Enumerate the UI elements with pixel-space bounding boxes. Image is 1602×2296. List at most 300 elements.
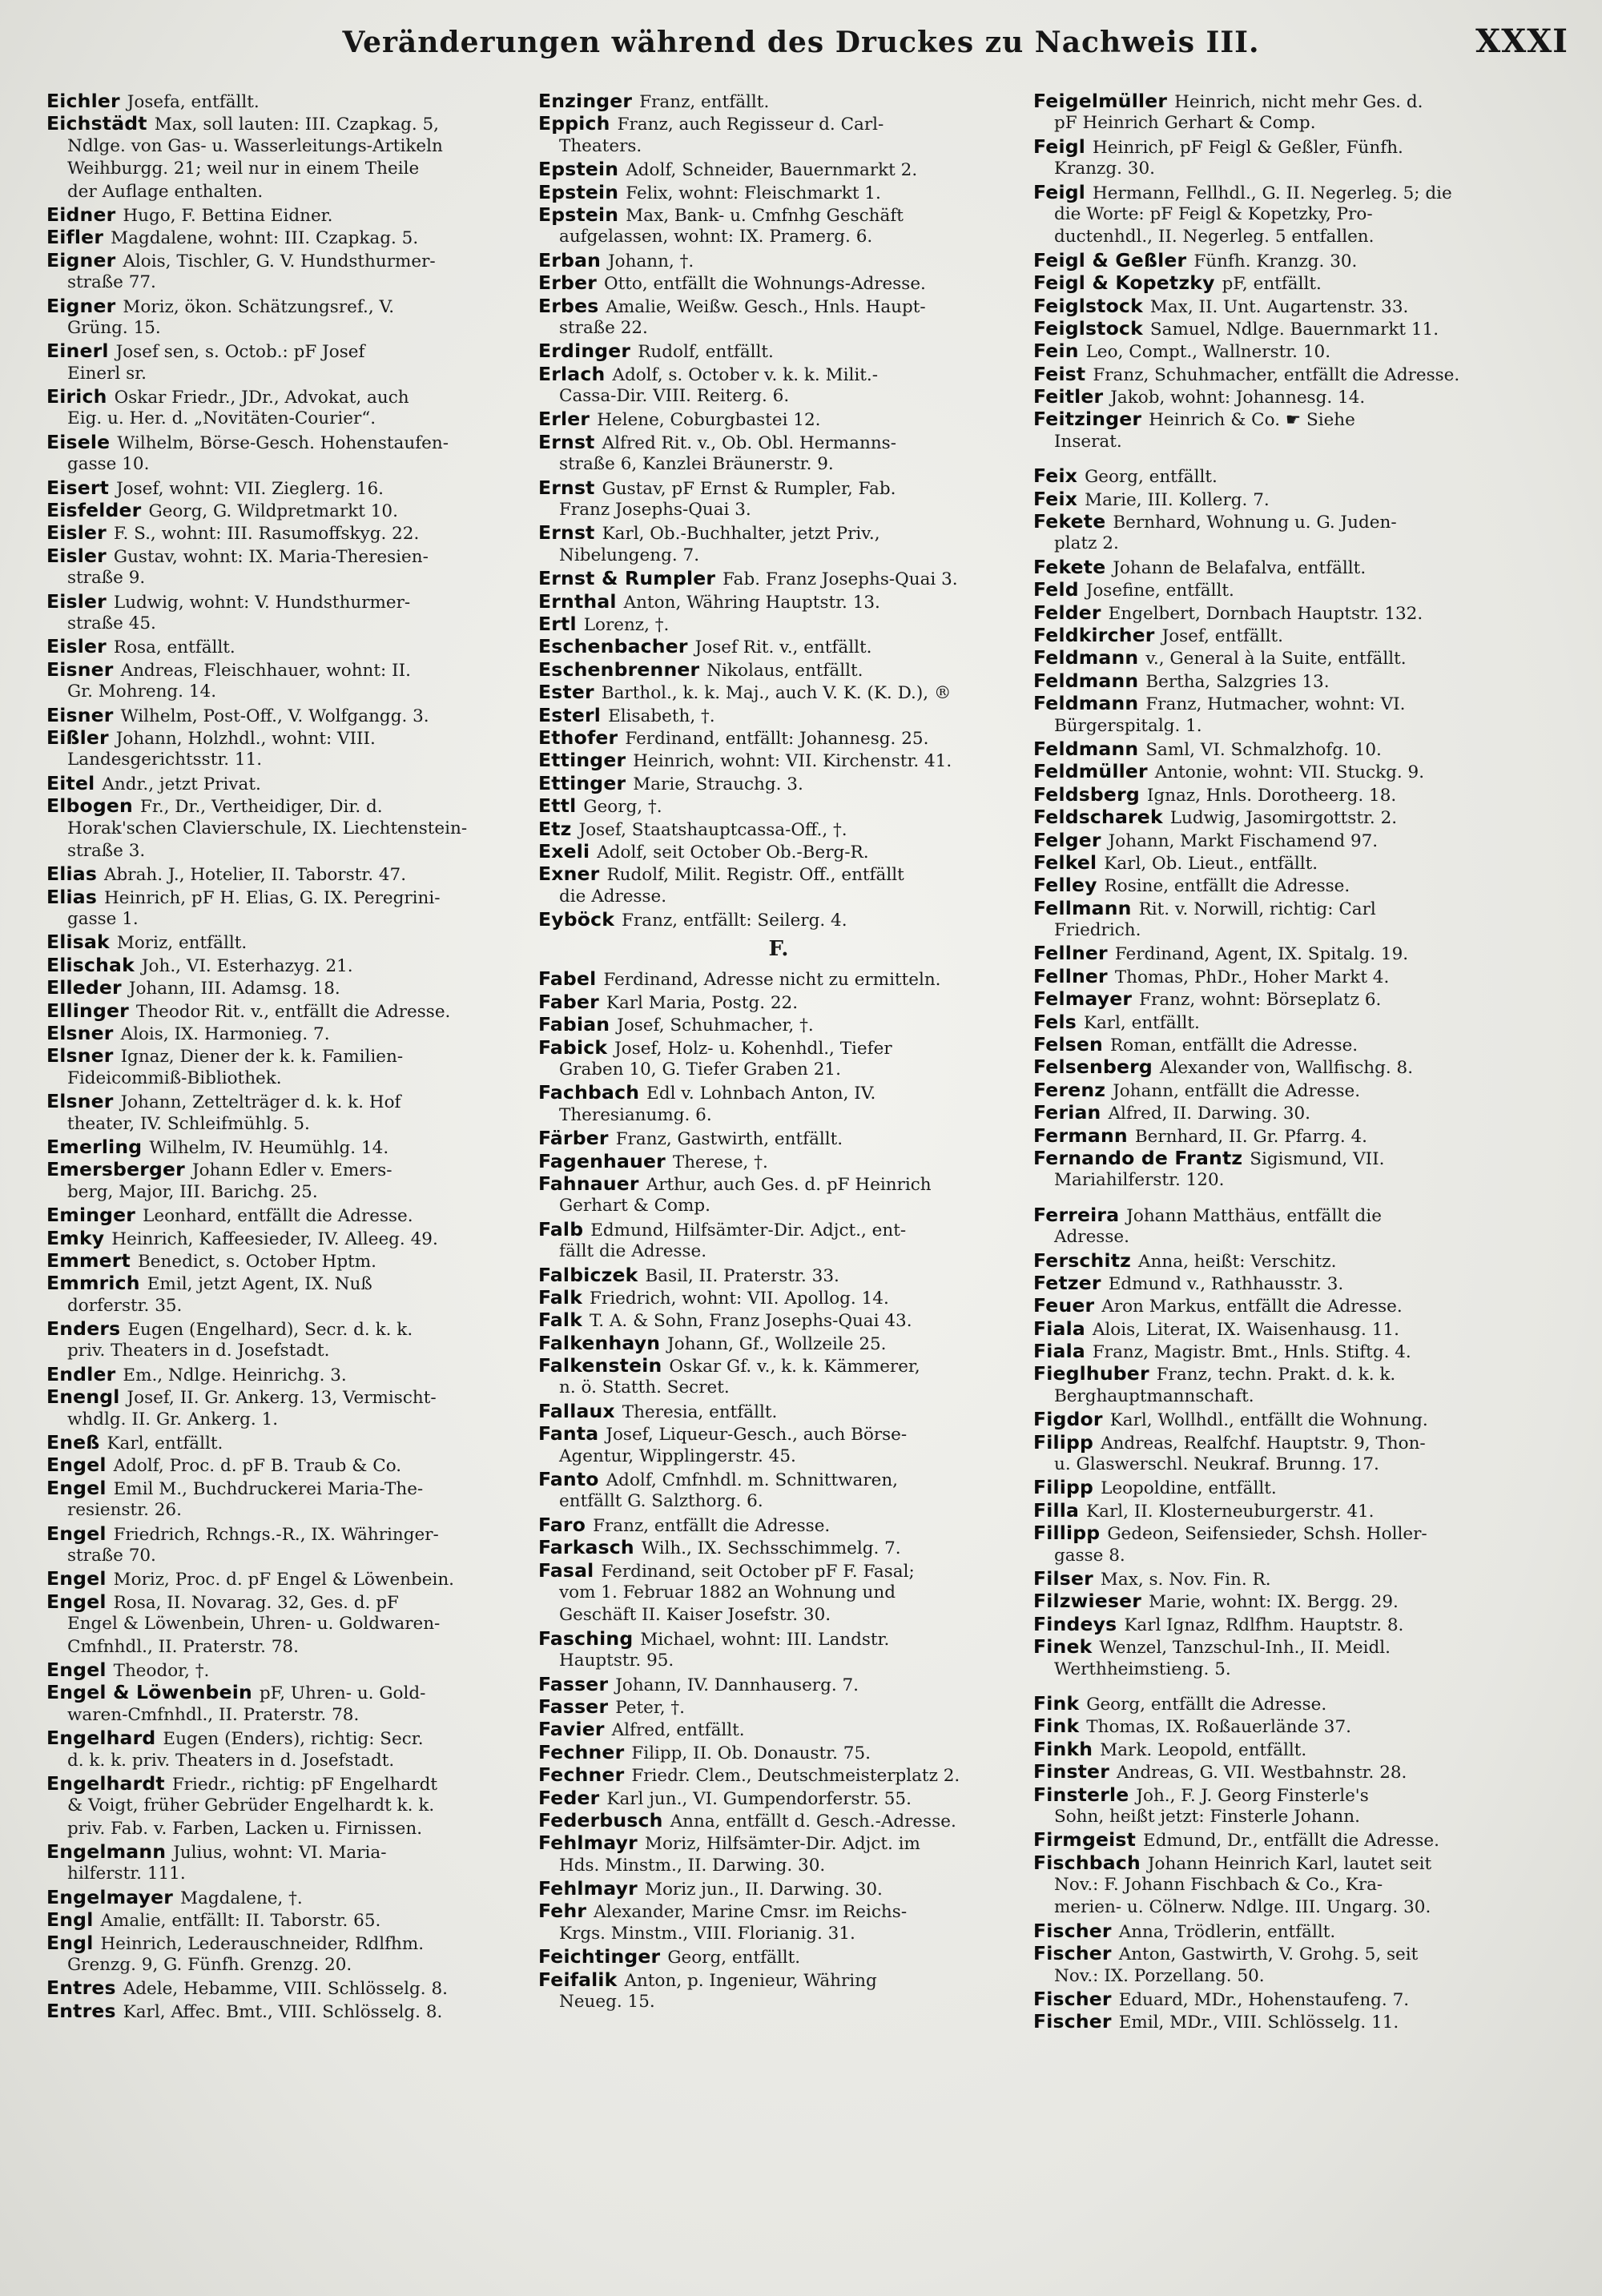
entry-surname: Enengl: [46, 1385, 120, 1409]
entry-continuation: [538, 317, 1019, 340]
entry-surname: Endler: [46, 1362, 116, 1385]
entry-surname: Feiglstock: [1033, 316, 1143, 340]
entry-text: Bernhard, Wohnung u. G. Juden-: [1113, 513, 1397, 533]
directory-entry: [46, 1454, 521, 1476]
directory-entry: [1033, 1408, 1568, 1430]
entry-surname: Eisele: [46, 430, 111, 453]
entry-text: Georg, †.: [583, 797, 662, 818]
entry-surname: Ernst & Rumpler: [538, 567, 716, 590]
entry-text: Theaters.: [559, 135, 642, 156]
entry-continuation: [538, 499, 1019, 521]
entry-surname: Fasser: [538, 1695, 609, 1718]
directory-entry: [1033, 1147, 1568, 1169]
directory-entry: [538, 203, 1019, 226]
entry-surname: Eisner: [46, 703, 114, 726]
directory-entry: [538, 794, 1019, 817]
entry-surname: Feigl: [1033, 135, 1085, 158]
directory-entry: [1033, 1692, 1568, 1715]
directory-entry: [46, 295, 521, 317]
entry-text: Rosa, entfällt.: [113, 637, 235, 658]
entry-text: Engelbert, Dornbach Hauptstr. 132.: [1108, 603, 1423, 624]
entry-text: Heinrich & Co. ☛ Siehe: [1149, 410, 1355, 431]
directory-entry: [538, 840, 1019, 863]
entry-text: Franz, Magistr. Bmt., Hnls. Stiftg. 4.: [1092, 1342, 1411, 1363]
entry-surname: Fellner: [1033, 964, 1108, 987]
directory-entry: [538, 1787, 1019, 1809]
directory-entry: [538, 1718, 1019, 1740]
directory-entry: [1033, 1340, 1568, 1362]
directory-entry: [1033, 851, 1568, 874]
entry-surname: Fink: [1033, 1691, 1080, 1715]
entry-text: Werthheimstieng. 5.: [1054, 1659, 1231, 1679]
entry-surname: Falk: [538, 1285, 583, 1309]
directory-entry: [1033, 135, 1568, 158]
entry-surname: Engel: [46, 1476, 107, 1499]
entry-surname: Eigner: [46, 294, 116, 317]
entry-continuation: [538, 1582, 1019, 1604]
entry-text: Franz, auch Regisseur d. Carl-: [617, 115, 884, 135]
entry-surname: Filla: [1033, 1498, 1080, 1522]
entry-text: Magdalene, wohnt: III. Czapkag. 5.: [111, 228, 419, 249]
directory-entry: [538, 1150, 1019, 1172]
entry-continuation: [1033, 1806, 1568, 1828]
directory-entry: [46, 726, 521, 749]
directory-entry: [46, 635, 521, 657]
entry-surname: Felsen: [1033, 1033, 1103, 1056]
directory-entry: [538, 681, 1019, 703]
directory-entry: [538, 749, 1019, 771]
entry-surname: Ettinger: [538, 771, 626, 794]
entry-surname: Ettinger: [538, 749, 626, 772]
entry-surname: Fanta: [538, 1422, 599, 1446]
entry-surname: Feldscharek: [1033, 806, 1163, 829]
entry-surname: Feldmann: [1033, 737, 1139, 760]
directory-entry: [538, 1877, 1019, 1900]
directory-entry: [1033, 783, 1568, 806]
entry-surname: Engel & Löwenbein: [46, 1681, 252, 1704]
entry-surname: Felder: [1033, 601, 1101, 624]
entry-text: Horak'schen Clavierschule, IX. Liechtenstein-: [67, 818, 468, 838]
entry-surname: Fabel: [538, 967, 597, 991]
entry-surname: Felsenberg: [1033, 1056, 1153, 1079]
entry-surname: Feigl: [1033, 180, 1085, 203]
entry-text: Roman, entfällt die Adresse.: [1109, 1035, 1358, 1056]
directory-entry: [46, 1567, 521, 1590]
entry-surname: Eminger: [46, 1204, 136, 1227]
entry-text: platz 2.: [1054, 533, 1119, 554]
directory-entry: [1033, 1476, 1568, 1498]
directory-entry: [1033, 1760, 1568, 1783]
entry-text: Felix, wohnt: Fleischmarkt 1.: [626, 183, 881, 203]
entry-surname: Fiala: [1033, 1317, 1085, 1340]
entry-text: Edmund, Dr., entfällt die Adresse.: [1143, 1831, 1439, 1852]
directory-entry: [46, 954, 521, 976]
entry-text: Sigismund, VII.: [1250, 1148, 1385, 1169]
entry-text: Julius, wohnt: VI. Maria-: [173, 1843, 387, 1864]
entry-continuation: [1033, 919, 1568, 942]
entry-text: straße 45.: [67, 613, 156, 633]
entry-continuation: [46, 1499, 521, 1522]
directory-entry: [1033, 90, 1568, 112]
directory-entry: [1033, 1522, 1568, 1544]
entry-text: Marie, III. Kollerg. 7.: [1085, 489, 1270, 510]
entry-surname: Fischer: [1033, 1942, 1112, 1965]
directory-entry: [1033, 874, 1568, 896]
entry-text: Hugo, F. Bettina Eidner.: [123, 205, 333, 226]
entry-surname: Elias: [46, 885, 98, 908]
entry-surname: Ferreira: [1033, 1203, 1120, 1226]
entry-text: dorferstr. 35.: [67, 1295, 183, 1316]
directory-entry: [1033, 1920, 1568, 1942]
entry-continuation: [46, 1613, 521, 1635]
entry-text: Karl, entfällt.: [1083, 1012, 1200, 1033]
directory-entry: [1033, 510, 1568, 533]
entry-surname: Esterl: [538, 703, 602, 726]
directory-entry: [46, 1431, 521, 1454]
entry-text: Johann de Belafalva, entfällt.: [1113, 557, 1367, 578]
entry-surname: Feuer: [1033, 1294, 1095, 1317]
entry-text: Gerhart & Comp.: [559, 1196, 710, 1216]
entry-continuation: [538, 135, 1019, 158]
directory-entry: [538, 1763, 1019, 1786]
entry-text: Thomas, IX. Roßauerlände 37.: [1086, 1717, 1352, 1738]
entry-text: pF Heinrich Gerhart & Comp.: [1054, 113, 1316, 134]
directory-entry: [538, 476, 1019, 499]
entry-text: n. ö. Statth. Secret.: [559, 1377, 730, 1398]
entry-text: Ndlge. von Gas- u. Wasserleitungs-Artikeln: [67, 135, 443, 156]
entry-surname: Feldkircher: [1033, 623, 1155, 646]
directory-entry: [46, 226, 521, 248]
entry-text: Ferdinand, seit October pF F. Fasal;: [601, 1561, 915, 1582]
entry-continuation: [46, 818, 521, 840]
entry-text: Gustav, pF Ernst & Rumpler, Fab.: [602, 478, 896, 499]
entry-continuation: [46, 1545, 521, 1567]
directory-entry: [46, 1090, 521, 1112]
entry-text: Fr., Dr., Vertheidiger, Dir. d.: [139, 797, 383, 818]
entry-surname: Falkenstein: [538, 1354, 662, 1377]
entry-continuation: [538, 1604, 1019, 1627]
directory-entry: [46, 1385, 521, 1408]
entry-continuation: [538, 1650, 1019, 1672]
directory-entry: [46, 521, 521, 544]
entry-surname: Eisler: [46, 521, 107, 545]
entry-surname: Feichtinger: [538, 1945, 661, 1968]
entry-text: Adresse.: [1054, 1227, 1129, 1248]
entry-surname: Engel: [46, 1454, 107, 1477]
entry-surname: Engelhard: [46, 1727, 156, 1750]
entry-text: Sohn, heißt jetzt: Finsterle Johann.: [1054, 1806, 1360, 1827]
entry-text: Johann Edler v. Emers-: [191, 1160, 392, 1181]
directory-entry: [538, 408, 1019, 430]
entry-text: Josef, II. Gr. Ankerg. 13, Vermischt-: [127, 1388, 437, 1409]
entry-text: Josef sen, s. Octob.: pF Josef: [115, 342, 365, 363]
entry-surname: Elsner: [46, 1022, 114, 1045]
entry-surname: Fechner: [538, 1740, 625, 1763]
entry-surname: Feigl & Kopetzky: [1033, 271, 1215, 295]
entry-text: Friedrich, Rchngs.-R., IX. Währinger-: [113, 1524, 439, 1545]
entry-continuation: [1033, 1659, 1568, 1681]
directory-entry: [46, 90, 521, 112]
entry-text: Antonie, wohnt: VII. Stuckg. 9.: [1154, 762, 1425, 783]
entry-surname: Feitzinger: [1033, 408, 1142, 431]
entry-surname: Fein: [1033, 340, 1079, 363]
entry-text: Mariahilferstr. 120.: [1054, 1170, 1225, 1191]
entry-text: Ferdinand, Adresse nicht zu ermitteln.: [603, 970, 941, 991]
entry-text: Hds. Minstm., II. Darwing. 30.: [559, 1855, 826, 1876]
entry-surname: Feiglstock: [1033, 294, 1143, 317]
directory-entry: [1033, 897, 1568, 919]
entry-continuation: [1033, 715, 1568, 738]
entry-surname: Engel: [46, 1567, 107, 1590]
entry-text: pF, entfällt.: [1222, 274, 1322, 295]
entry-text: Fünfh. Kranzg. 30.: [1193, 251, 1358, 271]
entry-text: Otto, entfällt die Wohnungs-Adresse.: [604, 274, 926, 295]
section-letter-text: F.: [768, 937, 789, 962]
directory-entry: [46, 931, 521, 953]
entry-continuation: [46, 1795, 521, 1817]
entry-text: Bürgerspitalg. 1.: [1054, 715, 1202, 736]
entry-text: Edl v. Lohnbach Anton, IV.: [646, 1084, 876, 1104]
entry-surname: Eichler: [46, 90, 120, 112]
entry-text: Abrah. J., Hotelier, II. Taborstr. 47.: [104, 865, 407, 886]
entry-text: Joh., VI. Esterhazyg. 21.: [141, 955, 353, 976]
entry-text: Moriz, Proc. d. pF Engel & Löwenbein.: [113, 1570, 455, 1590]
entry-text: Karl, entfällt.: [107, 1433, 223, 1454]
entry-surname: Ernst: [538, 476, 595, 499]
directory-entry: [1033, 363, 1568, 385]
directory-entry: [1033, 1431, 1568, 1454]
entry-text: Moriz, ökon. Schätzungsref., V.: [123, 296, 395, 317]
entry-surname: Feifalik: [538, 1968, 618, 1991]
entry-continuation: [46, 181, 521, 203]
entry-continuation: [538, 1446, 1019, 1468]
entry-text: Adolf, s. October v. k. k. Milit.-: [612, 364, 878, 385]
entry-text: Cmfnhdl., II. Praterstr. 78.: [67, 1636, 299, 1657]
directory-entry: [46, 1840, 521, 1863]
entry-text: Grüng. 15.: [67, 317, 161, 338]
entry-surname: Fischer: [1033, 2010, 1112, 2033]
directory-entry: [538, 271, 1019, 294]
entry-text: Alois, IX. Harmonieg. 7.: [120, 1024, 330, 1045]
directory-entry: [1033, 488, 1568, 510]
entry-text: Karl Ignaz, Rdlfhm. Hauptstr. 8.: [1124, 1614, 1404, 1635]
entry-text: Franz, Schuhmacher, entfällt die Adresse.: [1093, 364, 1460, 385]
entry-surname: Exner: [538, 863, 600, 886]
entry-continuation: [538, 226, 1019, 248]
entry-surname: Epstein: [538, 203, 619, 226]
entry-continuation: [538, 1923, 1019, 1945]
entry-text: Jakob, wohnt: Johannesg. 14.: [1110, 388, 1366, 408]
entry-text: Edmund, Hilfsämter-Dir. Adjct., ent-: [590, 1220, 907, 1240]
entry-text: Ludwig, wohnt: V. Hundsthurmer-: [113, 592, 411, 613]
entry-text: Barthol., k. k. Maj., auch V. K. (K. D.), ®: [601, 683, 952, 704]
entry-surname: Faro: [538, 1513, 586, 1536]
directory-entry: [1033, 1988, 1568, 2010]
column-1: [46, 90, 521, 2284]
entry-surname: Ernthal: [538, 589, 617, 613]
directory-entry: [538, 1809, 1019, 1832]
entry-text: Therese, †.: [672, 1152, 768, 1172]
entry-continuation: [1033, 226, 1568, 248]
entry-text: ductenhdl., II. Negerleg. 5 entfallen.: [1054, 227, 1375, 247]
entry-text: Emil, jetzt Agent, IX. Nuß: [147, 1274, 372, 1295]
entry-continuation: [46, 1704, 521, 1727]
directory-entry: [1033, 317, 1568, 340]
entry-text: Max, II. Unt. Augartenstr. 33.: [1149, 296, 1409, 317]
entry-text: Eugen (Engelhard), Secr. d. k. k.: [127, 1320, 413, 1341]
directory-entry: [46, 1158, 521, 1180]
directory-entry: [1033, 965, 1568, 987]
entry-text: Nikolaus, entfällt.: [706, 660, 863, 681]
directory-entry: [1033, 738, 1568, 760]
entry-surname: Elias: [46, 863, 98, 886]
entry-continuation: [538, 1377, 1019, 1399]
entry-surname: Fehlmayr: [538, 1877, 638, 1900]
entry-text: priv. Fab. v. Farben, Lacken u. Firnissen.: [67, 1818, 423, 1839]
entry-surname: Ferenz: [1033, 1078, 1106, 1101]
directory-entry: [538, 521, 1019, 544]
entry-surname: Fieglhuber: [1033, 1362, 1149, 1385]
entry-text: Aron Markus, entfällt die Adresse.: [1101, 1297, 1403, 1317]
entry-text: Alfred Rit. v., Ob. Obl. Hermanns-: [602, 432, 896, 453]
entry-surname: Feldsberg: [1033, 782, 1140, 806]
page-number: XXXI: [1475, 22, 1568, 60]
entry-text: Alexander, Marine Cmsr. im Reichs-: [594, 1902, 908, 1923]
entry-text: Neueg. 15.: [559, 1992, 655, 2013]
entry-surname: Eyböck: [538, 908, 615, 931]
directory-entry: [538, 158, 1019, 180]
page-title: Veränderungen während des Druckes zu Nachweis III.: [342, 26, 1260, 59]
entry-text: Lorenz, †.: [583, 614, 670, 635]
directory-entry: [1033, 295, 1568, 317]
directory-entry: [538, 908, 1019, 931]
directory-entry: [46, 545, 521, 567]
entry-text: Benedict, s. October Hptm.: [138, 1251, 377, 1272]
directory-entry: [46, 976, 521, 999]
entry-continuation: [46, 453, 521, 476]
directory-entry: [538, 340, 1019, 362]
entry-text: straße 6, Kanzlei Bräunerstr. 9.: [559, 454, 834, 475]
entry-text: Eugen (Enders), richtig: Secr.: [163, 1729, 424, 1750]
entry-surname: Feix: [1033, 464, 1078, 488]
directory-entry: [538, 772, 1019, 794]
directory-entry: [1033, 1079, 1568, 1101]
entry-text: Ignaz, Diener der k. k. Familien-: [120, 1047, 404, 1068]
entry-continuation: [538, 886, 1019, 908]
entry-text: Peter, †.: [615, 1697, 686, 1718]
directory-entry: [538, 967, 1019, 990]
directory-entry: [538, 1968, 1019, 1991]
entry-continuation: [1033, 1874, 1568, 1896]
entry-text: Michael, wohnt: III. Landstr.: [640, 1629, 890, 1650]
entry-text: Bernhard, II. Gr. Pfarrg. 4.: [1134, 1126, 1368, 1147]
directory-entry: [538, 1354, 1019, 1377]
entry-text: Leo, Compt., Wallnerstr. 10.: [1085, 342, 1331, 363]
directory-entry: [1033, 464, 1568, 487]
directory-entry: [46, 1659, 521, 1681]
entry-text: Samuel, Ndlge. Bauernmarkt 11.: [1149, 319, 1439, 340]
entry-surname: Enzinger: [538, 90, 633, 112]
entry-continuation: [1033, 1169, 1568, 1192]
entry-text: Andreas, Fleischhauer, wohnt: II.: [120, 660, 411, 681]
entry-continuation: [46, 1068, 521, 1090]
entry-text: hilferstr. 111.: [67, 1864, 186, 1884]
entry-text: entfällt G. Salzthorg. 6.: [559, 1491, 763, 1512]
entry-surname: Emmert: [46, 1249, 131, 1272]
entry-text: whdlg. II. Gr. Ankerg. 1.: [67, 1409, 279, 1429]
entry-surname: Feld: [1033, 578, 1079, 601]
entry-surname: Eschenbrenner: [538, 657, 700, 681]
entry-surname: Eisfelder: [46, 499, 142, 522]
entry-surname: Eppich: [538, 112, 610, 135]
entry-text: Karl, II. Klosterneuburgerstr. 41.: [1086, 1501, 1375, 1522]
entry-continuation: [538, 385, 1019, 408]
entry-surname: Fillipp: [1033, 1522, 1101, 1545]
entry-surname: Engelmayer: [46, 1885, 174, 1908]
entry-surname: Eichstädt: [46, 112, 147, 135]
directory-entry: [1033, 1613, 1568, 1635]
directory-entry: [46, 1044, 521, 1067]
entry-text: Thomas, PhDr., Hoher Markt 4.: [1114, 967, 1390, 987]
entry-text: Josef, Liqueur-Gesch., auch Börse-: [606, 1425, 908, 1446]
entry-surname: Feldmann: [1033, 669, 1139, 692]
entry-surname: Eisler: [46, 544, 107, 567]
entry-surname: Fasal: [538, 1558, 594, 1582]
entry-continuation: [46, 1409, 521, 1431]
entry-text: Alfred, II. Darwing. 30.: [1108, 1104, 1311, 1124]
entry-surname: Engelhardt: [46, 1771, 165, 1795]
directory-entry: [538, 726, 1019, 749]
entry-surname: Filipp: [1033, 1476, 1094, 1499]
entry-text: Ignaz, Hnls. Dorotheerg. 18.: [1146, 785, 1397, 806]
directory-entry: [46, 1908, 521, 1931]
directory-entry: [46, 772, 521, 794]
entry-text: Alexander von, Wallfischg. 8.: [1159, 1058, 1414, 1079]
entry-text: Josef, entfällt.: [1161, 625, 1283, 646]
directory-entry: [46, 794, 521, 817]
directory-entry: [1033, 556, 1568, 578]
entry-surname: Fabick: [538, 1035, 608, 1059]
entry-surname: Federbusch: [538, 1808, 663, 1832]
entry-text: Gustav, wohnt: IX. Maria-Theresien-: [113, 546, 429, 567]
directory-entry: [538, 1741, 1019, 1763]
entry-text: Josef, Schuhmacher, †.: [617, 1015, 814, 1036]
directory-entry: [538, 863, 1019, 885]
directory-entry: [1033, 1124, 1568, 1147]
entry-text: Rit. v. Norwill, richtig: Carl: [1138, 899, 1376, 919]
entry-surname: Favier: [538, 1718, 605, 1741]
entry-continuation: [46, 1750, 521, 1772]
entry-continuation: [46, 1340, 521, 1362]
directory-entry: [538, 1400, 1019, 1422]
entry-surname: Fehr: [538, 1900, 587, 1923]
entry-surname: Fellner: [1033, 942, 1108, 965]
entry-text: Krgs. Minstm., VIII. Florianig. 31.: [559, 1923, 855, 1944]
entry-surname: Erbes: [538, 294, 599, 317]
entry-text: Marie, wohnt: IX. Bergg. 29.: [1149, 1592, 1399, 1613]
entry-text: Moriz, Hilfsämter-Dir. Adjct. im: [644, 1834, 920, 1855]
directory-entry: [538, 295, 1019, 317]
directory-entry: [46, 704, 521, 726]
entry-surname: Eisler: [46, 635, 107, 658]
entry-text: Georg, entfällt die Adresse.: [1086, 1694, 1327, 1715]
entry-surname: Ettl: [538, 794, 577, 818]
page-header: [0, 18, 1602, 66]
directory-entry: [1033, 624, 1568, 646]
entry-surname: Emky: [46, 1226, 105, 1249]
directory-entry: [1033, 340, 1568, 362]
entry-text: aufgelassen, wohnt: IX. Pramerg. 6.: [559, 227, 873, 247]
